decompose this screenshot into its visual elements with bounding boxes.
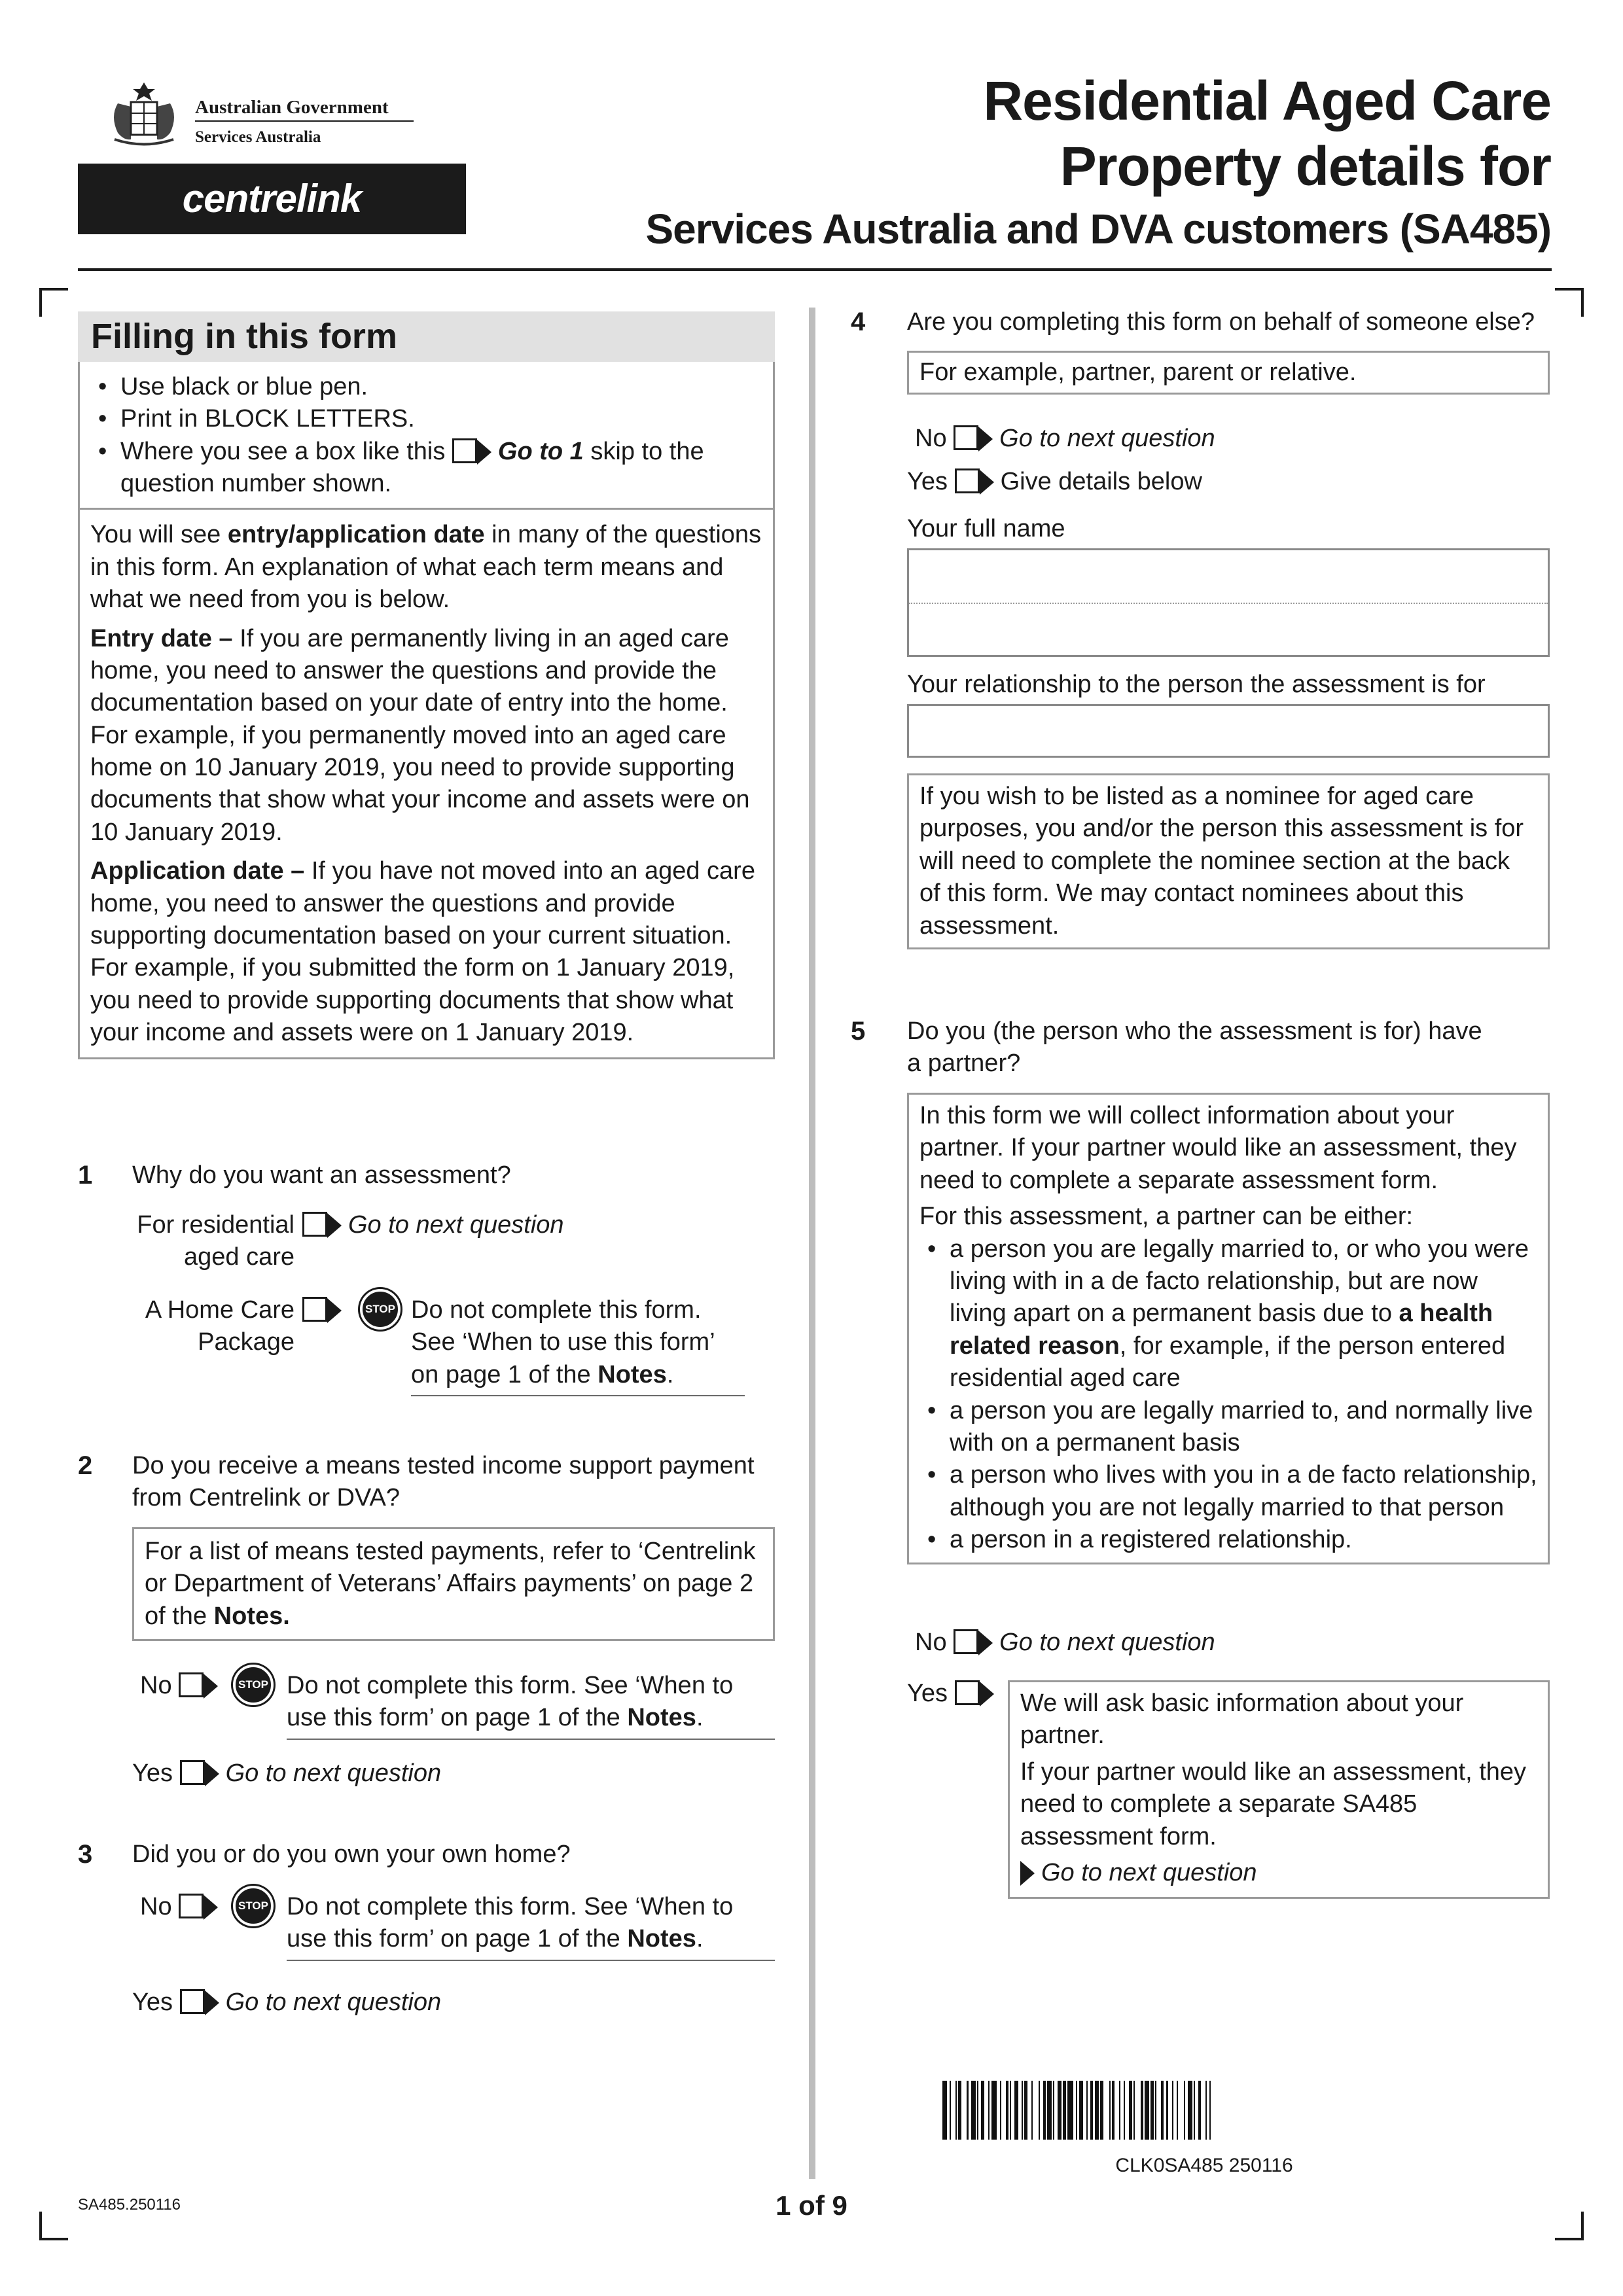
gov-name: Australian Government [195, 97, 389, 118]
application-date-text [90, 855, 762, 1049]
q1-opt2-text-b: See ‘When to use this form’ [411, 1328, 715, 1356]
barcode-bar [961, 2081, 967, 2140]
barcode-bar [971, 2081, 976, 2140]
barcode-bar [1201, 2081, 1205, 2140]
q3-no-notes: Notes [627, 1925, 696, 1953]
q2-yes-row [132, 1757, 441, 1790]
q5-info-box [907, 1093, 1550, 1564]
q4-yes-label: Yes [907, 468, 948, 495]
filling-in-panel [78, 311, 775, 1059]
q3-text: Did you or do you own your own home? [132, 1841, 571, 1868]
barcode-bar [1067, 2081, 1073, 2140]
barcode-bar [1168, 2081, 1173, 2140]
q4-example-box [907, 351, 1550, 395]
barcode-bar [1211, 2081, 1215, 2140]
q1-opt2-checkbox[interactable] [302, 1297, 327, 1322]
q2-note-box [132, 1527, 775, 1641]
q5-no-checkbox[interactable] [954, 1629, 978, 1654]
stop-icon: STOP [233, 1886, 274, 1926]
q1-opt2-text [411, 1294, 745, 1396]
q3-yes-row [132, 1987, 441, 2019]
bullet-skip-go: Go to 1 [497, 437, 584, 465]
q4-no-go: Go to next question [999, 425, 1215, 452]
example-checkbox [452, 438, 477, 463]
q1-opt2-text-c: on page 1 of the [411, 1360, 598, 1388]
q1-text: Why do you want an assessment? [132, 1161, 511, 1189]
q5-no-label: No [915, 1629, 947, 1656]
bullet-pen: • Use black or blue pen. [90, 371, 762, 403]
q3-no-text [287, 1891, 775, 1961]
q5-yes-go-row [1020, 1857, 1537, 1889]
q1-opt2-label-a: A Home Care [145, 1296, 294, 1324]
arrow-icon [204, 1674, 218, 1699]
arrow-icon [1020, 1861, 1035, 1886]
barcode-bar [1135, 2081, 1141, 2140]
bullet-block-letters: • Print in BLOCK LETTERS. [90, 403, 762, 435]
corner-mark-br [1555, 2212, 1584, 2240]
page-title-line1: Residential Aged Care [983, 70, 1551, 132]
arrow-icon [980, 1682, 994, 1706]
q4-no-label: No [915, 425, 947, 452]
q5-yes-label: Yes [907, 1680, 948, 1707]
q4-example: For example, partner, parent or relative. [919, 359, 1357, 386]
q5-number: 5 [851, 1017, 866, 1046]
barcode-bar [1103, 2081, 1109, 2140]
q4-yes-go: Give details below [1000, 468, 1202, 495]
q5-bullet-2: • a person you are legally married to, and normally live with on a permanent basis [919, 1395, 1537, 1460]
q5-partner-list [919, 1233, 1537, 1557]
q3-no-text-a: Do not complete this form. See ‘When to [287, 1893, 734, 1920]
q2-yes-go: Go to next question [225, 1759, 442, 1787]
q2-no-checkbox[interactable] [179, 1672, 204, 1697]
q5-no-row [915, 1627, 1215, 1659]
q2-yes-label: Yes [132, 1759, 173, 1787]
q1-opt1-label-a: For residential [137, 1211, 294, 1239]
q2-no-row [140, 1670, 224, 1702]
corner-mark-bl [39, 2212, 68, 2240]
bullet-skip [90, 436, 762, 501]
q5-yes-checkbox[interactable] [955, 1680, 980, 1705]
q3-yes-checkbox[interactable] [180, 1989, 205, 2014]
column-divider [809, 308, 815, 2179]
barcode-bar [1125, 2081, 1130, 2140]
q4-no-row [915, 423, 1215, 455]
bullet-skip-pre: Where you see a box like this [120, 437, 446, 465]
q4-no-checkbox[interactable] [954, 425, 978, 450]
arrow-icon [205, 1761, 219, 1786]
intro-bold: entry/application date [227, 521, 485, 549]
q4-full-name-input[interactable] [907, 548, 1550, 657]
barcode-bar [1014, 2081, 1019, 2140]
barcode-bar [1188, 2081, 1192, 2140]
entry-date-text [90, 623, 762, 849]
q3-no-row [140, 1891, 224, 1923]
q1-opt2-end: . [666, 1360, 674, 1388]
crest-logo [98, 77, 190, 149]
arrow-icon [205, 1990, 219, 2015]
q4-nominee-note: If you wish to be listed as a nominee for aged care purposes, you and/or the person this assessment is for will need to complete the nominee section at the back of this form. We may contact nominees about this assessment. [919, 783, 1524, 940]
barcode-bar [1027, 2081, 1032, 2140]
page-title-line2: Property details for [1060, 135, 1551, 197]
q4-nominee-box [907, 773, 1550, 949]
arrow-icon [980, 470, 994, 495]
q2-note-pre: For a list of means tested payments, refer to ‘Centrelink or Department of Veterans’ Affairs payments’ on page 2 of the [145, 1538, 756, 1630]
gov-sub: Services Australia [195, 128, 321, 146]
barcode-bar [1058, 2081, 1062, 2140]
q5-bullet-3: • a person who lives with you in a de facto relationship, although you are not legally married to that person [919, 1459, 1537, 1524]
q1-opt1-label [98, 1209, 294, 1274]
arrow-icon [327, 1213, 342, 1238]
q5-b1-pre: a person you are legally married to, or who you were living with in a de facto relationship, but are now living apart on a permanent basis due to [950, 1235, 1529, 1328]
q5-b1-post: , for example, if the person entered residential aged care [950, 1332, 1506, 1392]
q1-number: 1 [78, 1161, 93, 1190]
q3-no-checkbox[interactable] [179, 1894, 204, 1918]
barcode-bar [1115, 2081, 1119, 2140]
q5-text: Do you (the person who the assessment is for) have a partner? [907, 1017, 1482, 1078]
stop-icon: STOP [233, 1665, 274, 1705]
q2-note-bold: Notes. [213, 1602, 290, 1630]
corner-mark-tl [39, 288, 68, 317]
bullet-skip-cont: question number shown. [120, 469, 392, 497]
header-rule [78, 268, 1552, 271]
form-code: SA485.250116 [78, 2196, 181, 2214]
q1-opt1-go: Go to next question [348, 1211, 564, 1239]
page-title-line3: Services Australia and DVA customers (SA485) [645, 205, 1551, 253]
barcode-bar [1095, 2081, 1099, 2140]
stop-icon: STOP [360, 1289, 401, 1330]
q5-no-go: Go to next question [999, 1629, 1215, 1656]
q4-number: 4 [851, 308, 866, 336]
q5-info2: For this assessment, a partner can be either: [919, 1203, 1414, 1231]
q5-yes-go: Go to next question [1041, 1858, 1257, 1886]
q5-bullet-1 [919, 1233, 1537, 1395]
q4-name-label: Your full name [907, 515, 1065, 542]
q1-opt2-label-b: Package [198, 1328, 294, 1356]
q4-text: Are you completing this form on behalf of someone else? [907, 308, 1535, 336]
q3-no-label: No [140, 1893, 172, 1920]
corner-mark-tr [1555, 288, 1584, 317]
page-number: 1 of 9 [776, 2190, 847, 2221]
entry-date-body: If you are permanently living in an aged care home, you need to answer the questions and provide the documentation based on your date of entry into the home. For example, if you permanently moved into an aged care home on 10 January 2019, you need to provide supporting documents that show what your income and assets were on 10 January 2019. [90, 624, 750, 846]
barcode-bar [951, 2081, 955, 2140]
q1-opt2-notes: Notes [597, 1360, 667, 1388]
entry-date-label: Entry date – [90, 624, 233, 652]
q2-no-end: . [696, 1704, 704, 1732]
q2-no-text [287, 1670, 775, 1740]
q5-info1: In this form we will collect information about your partner. If your partner would like an assessment, they need to complete a separate assessment form. [919, 1102, 1517, 1194]
q3-yes-label: Yes [132, 1988, 173, 2016]
q2-no-text-b: use this form’ on page 1 of the [287, 1704, 628, 1732]
q2-text: Do you receive a means tested income support payment from Centrelink or DVA? [132, 1452, 755, 1512]
q4-relationship-label: Your relationship to the person the assessment is for [907, 671, 1486, 698]
q1-opt2-text-a: Do not complete this form. [411, 1296, 702, 1324]
q1-opt1-checkbox[interactable] [302, 1212, 327, 1237]
barcode-bar [1079, 2081, 1084, 2140]
barcode-bar [1047, 2081, 1052, 2140]
q3-no-text-b: use this form’ on page 1 of the [287, 1925, 628, 1953]
q1-opt1-label-b: aged care [183, 1243, 294, 1271]
q4-yes-row [907, 466, 1202, 498]
intro-pre: You will see [90, 521, 228, 549]
barcode-bar [1033, 2081, 1039, 2140]
q2-number: 2 [78, 1451, 93, 1480]
arrow-icon [978, 427, 993, 451]
arrow-icon [327, 1298, 342, 1323]
arrow-icon [978, 1631, 993, 1655]
logo-rule [195, 120, 414, 122]
intro-text [90, 519, 762, 616]
centrelink-brand: centrelink [78, 164, 466, 234]
arrow-icon [477, 440, 491, 465]
q2-yes-checkbox[interactable] [180, 1760, 205, 1785]
input-dotted-line [909, 603, 1548, 604]
q5-yes-note2: If your partner would like an assessment, they need to complete a separate SA485 assessment form. [1020, 1757, 1527, 1850]
q4-yes-checkbox[interactable] [955, 468, 980, 493]
q5-yes-note1: We will ask basic information about your partner. [1020, 1689, 1464, 1750]
barcode-bar [1178, 2081, 1184, 2140]
bullet-skip-post: skip to the [590, 437, 704, 465]
q3-yes-go: Go to next question [225, 1988, 442, 2016]
q2-no-notes: Notes [627, 1704, 696, 1732]
barcode-bar [1156, 2081, 1161, 2140]
q5-b1-bold: a health related reason [950, 1299, 1493, 1360]
q5-yes-note-box [1008, 1680, 1550, 1899]
q5-yes-row [907, 1678, 1001, 1710]
q3-number: 3 [78, 1840, 93, 1869]
application-date-label: Application date – [90, 857, 305, 885]
arrow-icon [204, 1895, 218, 1920]
barcode [942, 2081, 1466, 2140]
q1-opt2-label [98, 1294, 294, 1359]
barcode-bar [984, 2081, 989, 2140]
q2-no-label: No [140, 1672, 172, 1699]
barcode-bar [1001, 2081, 1006, 2140]
dates-explanation-box [78, 510, 775, 1059]
q3-no-end: . [696, 1925, 704, 1953]
filling-title: Filling in this form [78, 311, 775, 362]
barcode-text: CLK0SA485 250116 [1115, 2155, 1293, 2176]
barcode-bar [991, 2081, 997, 2140]
application-date-body: If you have not moved into an aged care home, you need to answer the questions and provide supporting documentation based on your current situation. For example, if you submitted the form on 1 January 2019, you need to provide supporting documents that show what your income and assets were on 1 January 2019. [90, 857, 755, 1047]
q2-no-text-a: Do not complete this form. See ‘When to [287, 1672, 734, 1699]
barcode-bar [942, 2081, 947, 2140]
barcode-bar [1145, 2081, 1149, 2140]
intro-post: in many of the questions in this form. An explanation of what each term means and what we need from you is below. [90, 521, 762, 614]
q1-opt1-checkbox-row [302, 1209, 564, 1241]
q1-opt2-checkbox-row [302, 1294, 348, 1326]
instructions-box [78, 362, 775, 510]
q5-bullet-4: • a person in a registered relationship. [919, 1524, 1537, 1556]
q4-relationship-input[interactable] [907, 704, 1550, 758]
